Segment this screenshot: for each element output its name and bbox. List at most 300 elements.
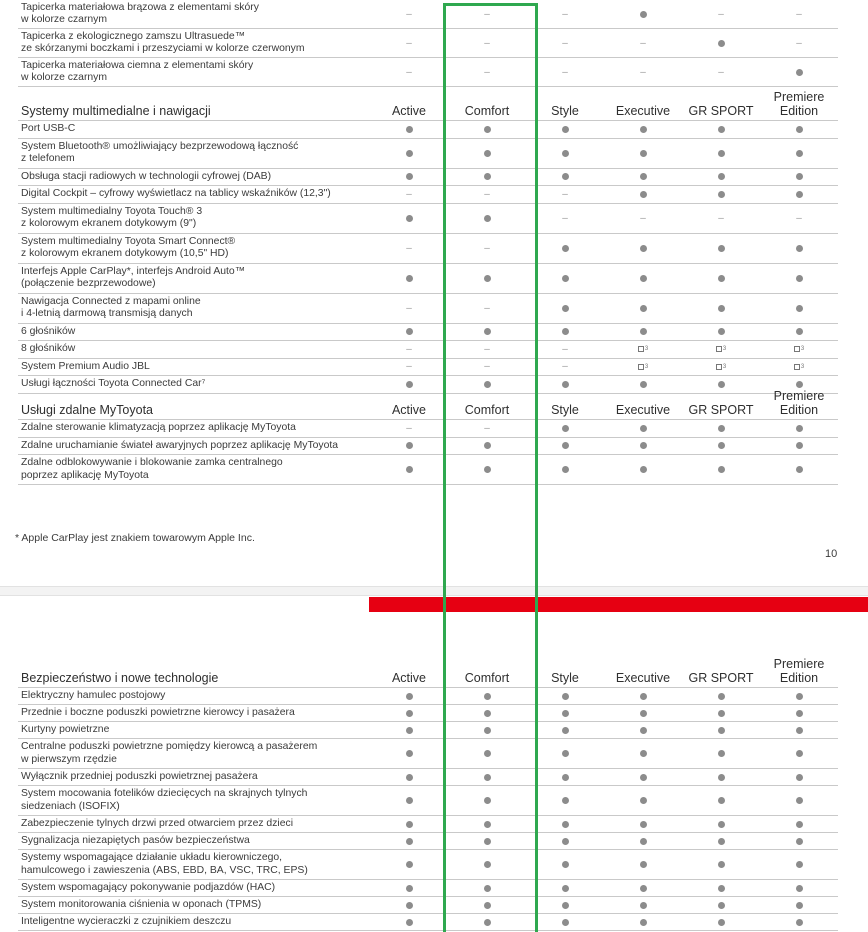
- cell-4: [691, 29, 751, 57]
- cell-3: [613, 897, 673, 913]
- optional-box-icon: [716, 364, 722, 370]
- standard-dot-icon: [562, 885, 569, 892]
- cell-4: [691, 234, 751, 263]
- row-label: Tapicerka materiałowa brązowa z elementami skóry w kolorze czarnym: [21, 1, 259, 25]
- standard-dot-icon: [796, 173, 803, 180]
- cell-2: [535, 850, 595, 879]
- column-header-4: GR SPORT: [688, 671, 754, 685]
- standard-dot-icon: [406, 919, 413, 926]
- row-label: Interfejs Apple CarPlay*, interfejs Android Auto™ (połączenie bezprzewodowe): [21, 265, 246, 289]
- cell-4: [691, 914, 751, 930]
- cell-5: [769, 769, 829, 785]
- cell-4: [691, 0, 751, 28]
- standard-dot-icon: [718, 902, 725, 909]
- page-number: 10: [825, 548, 838, 560]
- cell-4: [691, 420, 751, 437]
- cell-3: [613, 29, 673, 57]
- cell-5: [769, 324, 829, 341]
- not-available-dash: –: [796, 212, 802, 224]
- standard-dot-icon: [796, 466, 803, 473]
- cell-0: [379, 420, 439, 437]
- not-available-dash: –: [562, 66, 568, 78]
- standard-dot-icon: [562, 173, 569, 180]
- row-label: Wyłącznik przedniej poduszki powietrznej pasażera: [21, 770, 258, 782]
- cell-1: [457, 204, 517, 233]
- not-available-dash: –: [718, 66, 724, 78]
- not-available-dash: –: [484, 302, 490, 314]
- cell-3: [613, 455, 673, 484]
- not-available-dash: –: [484, 242, 490, 254]
- standard-dot-icon: [640, 919, 647, 926]
- cell-2: [535, 234, 595, 263]
- standard-dot-icon: [562, 727, 569, 734]
- row-label: Kurtyny powietrzne: [21, 723, 110, 735]
- cell-0: [379, 121, 439, 138]
- cell-1: [457, 786, 517, 815]
- standard-dot-icon: [562, 774, 569, 781]
- cell-0: [379, 722, 439, 738]
- not-available-dash: –: [718, 8, 724, 20]
- row-label: Obsługa stacji radiowych w technologii cyfrowej (DAB): [21, 170, 272, 182]
- standard-dot-icon: [484, 838, 491, 845]
- cell-5: [769, 722, 829, 738]
- row-label: Zabezpieczenie tylnych drzwi przed otwarciem przez dzieci: [21, 817, 293, 829]
- standard-dot-icon: [718, 191, 725, 198]
- standard-dot-icon: [718, 727, 725, 734]
- row-label: System monitorowania ciśnienia w oponach (TPMS): [21, 898, 262, 910]
- cell-0: [379, 29, 439, 57]
- row-label: System wspomagający pokonywanie podjazdów (HAC): [21, 881, 276, 893]
- cell-1: [457, 705, 517, 721]
- not-available-dash: –: [406, 66, 412, 78]
- cell-1: [457, 897, 517, 913]
- cell-2: [535, 264, 595, 293]
- table-row: [18, 359, 838, 377]
- not-available-dash: –: [640, 37, 646, 49]
- row-label: Elektryczny hamulec postojowy: [21, 689, 166, 701]
- not-available-dash: –: [406, 343, 412, 355]
- row-label: Port USB-C: [21, 123, 76, 134]
- standard-dot-icon: [718, 173, 725, 180]
- standard-dot-icon: [562, 150, 569, 157]
- cell-5: [769, 294, 829, 323]
- not-available-dash: –: [484, 343, 490, 355]
- table-row: [18, 0, 838, 29]
- cell-2: [535, 722, 595, 738]
- standard-dot-icon: [406, 797, 413, 804]
- cell-5: [769, 897, 829, 913]
- cell-3: [613, 0, 673, 28]
- cell-2: [535, 705, 595, 721]
- standard-dot-icon: [718, 305, 725, 312]
- column-header-1: Comfort: [464, 671, 510, 685]
- row-label: System multimedialny Toyota Smart Connect® z kolorowym ekranem dotykowym (10,5" HD): [21, 235, 236, 259]
- row-label: Systemy wspomagające działanie układu kierowniczego, hamulcowego i zawieszenia (ABS, EBD, BA, VSC, TRC, EPS): [21, 852, 308, 876]
- standard-dot-icon: [718, 126, 725, 133]
- cell-5: [769, 705, 829, 721]
- standard-dot-icon: [718, 885, 725, 892]
- cell-4: [691, 58, 751, 86]
- standard-dot-icon: [640, 727, 647, 734]
- not-available-dash: –: [562, 343, 568, 355]
- standard-dot-icon: [640, 902, 647, 909]
- cell-1: [457, 833, 517, 849]
- table-row: [18, 688, 838, 705]
- standard-dot-icon: [406, 328, 413, 335]
- standard-dot-icon: [562, 902, 569, 909]
- standard-dot-icon: [640, 693, 647, 700]
- cell-4: [691, 169, 751, 186]
- cell-4: [691, 850, 751, 879]
- cell-3: [613, 121, 673, 138]
- cell-4: [691, 722, 751, 738]
- column-header-3: Executive: [615, 403, 671, 417]
- standard-dot-icon: [484, 150, 491, 157]
- cell-5: [769, 0, 829, 28]
- standard-dot-icon: [406, 381, 413, 388]
- not-available-dash: –: [484, 37, 490, 49]
- cell-0: [379, 139, 439, 168]
- table-row: [18, 897, 838, 914]
- cell-1: [457, 234, 517, 263]
- cell-3: [613, 688, 673, 704]
- cell-0: [379, 438, 439, 455]
- cell-1: [457, 294, 517, 323]
- column-header-0: Active: [391, 403, 427, 417]
- row-label: Tapicerka z ekologicznego zamszu Ultrasuede™ ze skórzanymi boczkami i przeszyciami w kolorze czerwonym: [21, 30, 305, 54]
- cell-2: [535, 139, 595, 168]
- standard-dot-icon: [796, 381, 803, 388]
- standard-dot-icon: [796, 919, 803, 926]
- standard-dot-icon: [562, 126, 569, 133]
- standard-dot-icon: [484, 466, 491, 473]
- row-label: System Premium Audio JBL: [21, 360, 150, 372]
- cell-0: [379, 850, 439, 879]
- cell-3: [613, 186, 673, 203]
- cell-2: [535, 0, 595, 28]
- cell-5: [769, 833, 829, 849]
- cell-3: [613, 324, 673, 341]
- cell-0: [379, 324, 439, 341]
- cell-0: [379, 204, 439, 233]
- standard-dot-icon: [796, 838, 803, 845]
- standard-dot-icon: [718, 150, 725, 157]
- standard-dot-icon: [406, 727, 413, 734]
- standard-dot-icon: [718, 919, 725, 926]
- standard-dot-icon: [484, 861, 491, 868]
- row-label: Centralne poduszki powietrzne pomiędzy kierowcą a pasażerem w pierwszym rzędzie: [21, 741, 318, 765]
- cell-3: [613, 833, 673, 849]
- column-header-4: GR SPORT: [688, 104, 754, 118]
- table-row: [18, 324, 838, 342]
- cell-3: [613, 722, 673, 738]
- table-row: [18, 722, 838, 739]
- standard-dot-icon: [796, 821, 803, 828]
- not-available-dash: –: [484, 422, 490, 434]
- cell-5: [769, 914, 829, 930]
- standard-dot-icon: [562, 750, 569, 757]
- table-row: [18, 29, 838, 58]
- standard-dot-icon: [406, 126, 413, 133]
- standard-dot-icon: [640, 821, 647, 828]
- standard-dot-icon: [562, 245, 569, 252]
- cell-3: [613, 234, 673, 263]
- standard-dot-icon: [640, 750, 647, 757]
- standard-dot-icon: [640, 861, 647, 868]
- cell-4: [691, 341, 751, 358]
- cell-4: [691, 359, 751, 376]
- cell-4: [691, 455, 751, 484]
- cell-5: [769, 455, 829, 484]
- cell-1: [457, 455, 517, 484]
- cell-2: [535, 769, 595, 785]
- standard-dot-icon: [718, 275, 725, 282]
- standard-dot-icon: [406, 150, 413, 157]
- standard-dot-icon: [796, 774, 803, 781]
- standard-dot-icon: [406, 885, 413, 892]
- cell-0: [379, 914, 439, 930]
- cell-5: [769, 786, 829, 815]
- cell-3: [613, 420, 673, 437]
- column-header-2: Style: [551, 104, 579, 118]
- standard-dot-icon: [796, 442, 803, 449]
- row-label: 6 głośników: [21, 325, 76, 337]
- standard-dot-icon: [640, 774, 647, 781]
- row-label: 8 głośników: [21, 343, 76, 354]
- standard-dot-icon: [796, 69, 803, 76]
- optional-box-icon: [638, 346, 644, 352]
- not-available-dash: –: [484, 66, 490, 78]
- standard-dot-icon: [640, 838, 647, 845]
- spec-page-bottom: [0, 596, 868, 932]
- row-label: System mocowania fotelików dziecięcych na skrajnych tylnych siedzeniach (ISOFIX): [21, 788, 308, 812]
- standard-dot-icon: [562, 693, 569, 700]
- cell-1: [457, 324, 517, 341]
- cell-2: [535, 739, 595, 768]
- standard-dot-icon: [484, 774, 491, 781]
- table-row: [18, 234, 838, 264]
- cell-4: [691, 121, 751, 138]
- standard-dot-icon: [406, 173, 413, 180]
- column-header-0: Active: [391, 104, 427, 118]
- cell-1: [457, 914, 517, 930]
- cell-2: [535, 786, 595, 815]
- table-row: [18, 204, 838, 234]
- standard-dot-icon: [718, 40, 725, 47]
- section-header: [18, 658, 838, 688]
- option-footnote-mark: 3: [800, 346, 805, 353]
- standard-dot-icon: [718, 710, 725, 717]
- cell-4: [691, 139, 751, 168]
- cell-0: [379, 359, 439, 376]
- standard-dot-icon: [484, 275, 491, 282]
- column-header-4: GR SPORT: [688, 403, 754, 417]
- footnote: * Apple CarPlay jest znakiem towarowym Apple Inc.: [15, 532, 255, 544]
- option-footnote-mark: 3: [800, 363, 805, 370]
- standard-dot-icon: [484, 821, 491, 828]
- cell-2: [535, 29, 595, 57]
- cell-5: [769, 121, 829, 138]
- standard-dot-icon: [640, 11, 647, 18]
- table-row: [18, 420, 838, 438]
- cell-5: [769, 850, 829, 879]
- table-row: [18, 264, 838, 294]
- page-divider: [0, 586, 868, 596]
- cell-0: [379, 294, 439, 323]
- cell-2: [535, 359, 595, 376]
- standard-dot-icon: [640, 328, 647, 335]
- standard-dot-icon: [640, 305, 647, 312]
- standard-dot-icon: [796, 126, 803, 133]
- standard-dot-icon: [562, 425, 569, 432]
- standard-dot-icon: [640, 425, 647, 432]
- not-available-dash: –: [484, 361, 490, 373]
- standard-dot-icon: [718, 838, 725, 845]
- cell-2: [535, 455, 595, 484]
- cell-3: [613, 169, 673, 186]
- not-available-dash: –: [406, 37, 412, 49]
- table-row: [18, 169, 838, 187]
- standard-dot-icon: [406, 710, 413, 717]
- standard-dot-icon: [640, 173, 647, 180]
- cell-0: [379, 58, 439, 86]
- section-header: [18, 91, 838, 121]
- section-header: [18, 390, 838, 420]
- option-footnote-mark: 3: [644, 346, 649, 353]
- standard-dot-icon: [718, 245, 725, 252]
- cell-1: [457, 880, 517, 896]
- cell-5: [769, 58, 829, 86]
- cell-0: [379, 816, 439, 832]
- standard-dot-icon: [406, 215, 413, 222]
- cell-0: [379, 0, 439, 28]
- table-row: [18, 833, 838, 850]
- not-available-dash: –: [406, 302, 412, 314]
- standard-dot-icon: [796, 797, 803, 804]
- option-footnote-mark: 3: [644, 363, 649, 370]
- not-available-dash: –: [796, 37, 802, 49]
- row-label: Zdalne uruchamianie świateł awaryjnych poprzez aplikację MyToyota: [21, 439, 339, 451]
- not-available-dash: –: [562, 361, 568, 373]
- column-header-0: Active: [391, 671, 427, 685]
- cell-1: [457, 29, 517, 57]
- standard-dot-icon: [484, 442, 491, 449]
- cell-5: [769, 438, 829, 455]
- not-available-dash: –: [484, 188, 490, 200]
- cell-1: [457, 438, 517, 455]
- standard-dot-icon: [484, 902, 491, 909]
- cell-4: [691, 294, 751, 323]
- standard-dot-icon: [640, 710, 647, 717]
- not-available-dash: –: [562, 37, 568, 49]
- cell-1: [457, 341, 517, 358]
- cell-4: [691, 816, 751, 832]
- cell-5: [769, 816, 829, 832]
- cell-3: [613, 139, 673, 168]
- not-available-dash: –: [484, 8, 490, 20]
- not-available-dash: –: [640, 212, 646, 224]
- cell-4: [691, 739, 751, 768]
- table-row: [18, 455, 838, 485]
- standard-dot-icon: [406, 902, 413, 909]
- not-available-dash: –: [562, 8, 568, 20]
- standard-dot-icon: [484, 381, 491, 388]
- standard-dot-icon: [718, 750, 725, 757]
- cell-2: [535, 324, 595, 341]
- standard-dot-icon: [562, 797, 569, 804]
- standard-dot-icon: [406, 821, 413, 828]
- cell-3: [613, 294, 673, 323]
- standard-dot-icon: [562, 381, 569, 388]
- standard-dot-icon: [796, 861, 803, 868]
- cell-0: [379, 739, 439, 768]
- cell-2: [535, 914, 595, 930]
- cell-3: [613, 816, 673, 832]
- standard-dot-icon: [406, 838, 413, 845]
- cell-4: [691, 880, 751, 896]
- standard-dot-icon: [796, 750, 803, 757]
- row-label: System multimedialny Toyota Touch® 3 z kolorowym ekranem dotykowym (9"): [21, 205, 203, 229]
- column-header-5: Premiere Edition: [773, 389, 825, 417]
- not-available-dash: –: [406, 242, 412, 254]
- cell-0: [379, 341, 439, 358]
- table-row: [18, 786, 838, 816]
- cell-1: [457, 816, 517, 832]
- cell-5: [769, 139, 829, 168]
- standard-dot-icon: [718, 466, 725, 473]
- column-header-2: Style: [551, 403, 579, 417]
- standard-dot-icon: [406, 750, 413, 757]
- standard-dot-icon: [640, 150, 647, 157]
- standard-dot-icon: [640, 381, 647, 388]
- cell-5: [769, 880, 829, 896]
- standard-dot-icon: [640, 885, 647, 892]
- table-row: [18, 880, 838, 897]
- cell-5: [769, 341, 829, 358]
- cell-1: [457, 420, 517, 437]
- table-row: [18, 58, 838, 87]
- standard-dot-icon: [718, 381, 725, 388]
- table-row: [18, 121, 838, 139]
- cell-4: [691, 897, 751, 913]
- standard-dot-icon: [640, 191, 647, 198]
- cell-1: [457, 139, 517, 168]
- cell-2: [535, 341, 595, 358]
- not-available-dash: –: [406, 188, 412, 200]
- cell-2: [535, 438, 595, 455]
- cell-4: [691, 769, 751, 785]
- option-footnote-mark: 3: [722, 346, 727, 353]
- table-row: [18, 438, 838, 456]
- cell-2: [535, 897, 595, 913]
- standard-dot-icon: [484, 797, 491, 804]
- section-title: Systemy multimedialne i nawigacji: [21, 104, 211, 118]
- standard-dot-icon: [796, 245, 803, 252]
- cell-0: [379, 234, 439, 263]
- standard-dot-icon: [562, 821, 569, 828]
- standard-dot-icon: [640, 275, 647, 282]
- cell-4: [691, 786, 751, 815]
- optional-box-icon: [794, 346, 800, 352]
- cell-3: [613, 438, 673, 455]
- cell-5: [769, 29, 829, 57]
- not-available-dash: –: [406, 422, 412, 434]
- column-header-1: Comfort: [464, 403, 510, 417]
- cell-2: [535, 294, 595, 323]
- not-available-dash: –: [406, 8, 412, 20]
- cell-5: [769, 264, 829, 293]
- standard-dot-icon: [796, 885, 803, 892]
